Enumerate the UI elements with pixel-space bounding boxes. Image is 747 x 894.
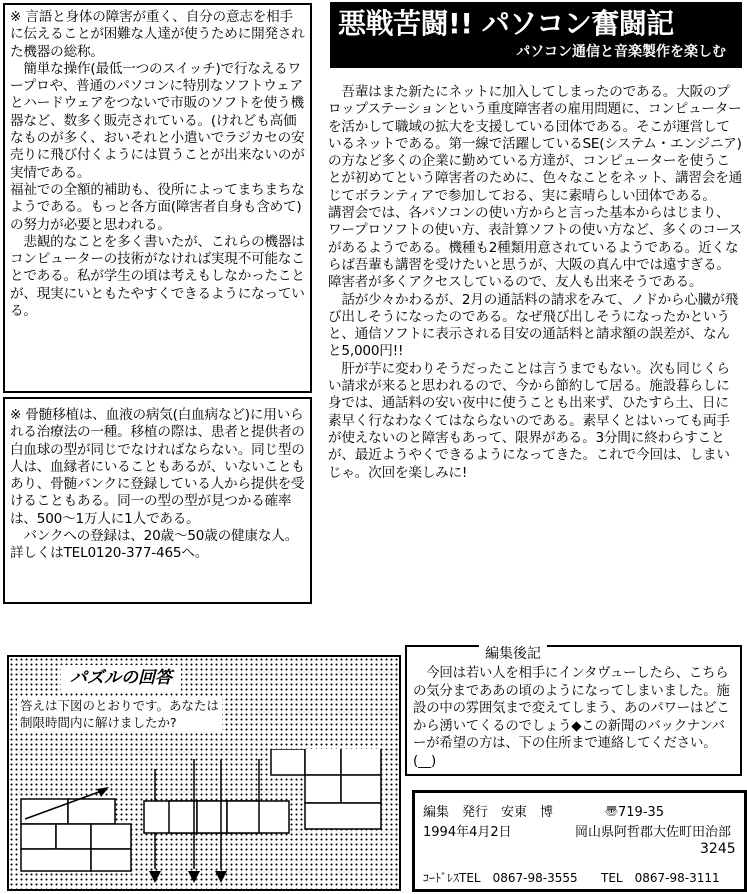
piece-mid-2: [169, 801, 197, 833]
colophon-tel: TEL 0867-98-3111: [601, 871, 720, 885]
article-subtitle: パソコン通信と音楽製作を楽しむ: [516, 44, 726, 60]
article-paragraph: 話が少々かわるが、2月の通話料の請求をみて、ノドから心臓が飛び出しそうになったのである。なぜ飛び出しそうになったかというと、通信ソフトに表示される目安の通話料と請求額の誤差が、なんと5,000円!!: [328, 291, 738, 360]
article-body: [328, 84, 742, 482]
piece-right-5: [341, 775, 381, 803]
glossary-paragraph: バンクへの登録は、20歳～50歳の健康な人。詳しくはTEL0120-377-465へ。: [10, 528, 299, 562]
piece-left-mid-3: [91, 824, 131, 849]
article-paragraph: 講習会では、各パソコンの使い方からと言った基本からはじまり、ワープロソフトの使い方、表計算ソフトの使い方など、多くのコースがあるようである。機種も2種類用意されているようである。近くならば吾輩も講習を受けたいと思うが、大阪の真ん中では遠すぎる。障害者が多くアクセスしているので、友人も出来そうである。: [328, 205, 742, 291]
down-arrow-2: [188, 871, 200, 883]
article-title-banner: [330, 2, 742, 68]
down-arrow-3: [215, 871, 227, 883]
puzzle-solution-diagram: [9, 749, 399, 889]
puzzle-answer-panel: [7, 655, 401, 891]
article-paragraph: 肝が芋に変わりそうだったことは言うまでもない。次も同じくらい請求が来ると思われるので、今から節約して居る。施設暮らしに身では、通話料の安い夜中に使うことも出来ず、ひたすら土、日に素早く行なわなくてはならないのである。素早くとはいっても両手が使えないのと障害もあって、限界がある。3分間に終わらすことが、最近ようやくできるようになってきた。これで今回は、しまいじゃ。次回を楽しみに!: [328, 360, 730, 481]
colophon-editor: 編集 発行 安東 博: [423, 805, 554, 820]
piece-mid-3: [197, 801, 227, 833]
postscript-heading: 編集後記: [479, 645, 547, 663]
glossary-box-bone-marrow: [3, 397, 312, 604]
colophon-address-number: 3245: [700, 841, 736, 857]
glossary-paragraph: 福祉での全額的補助も、役所によってまちまちなようである。もっと各方面(障害者自身も含めて)の努力が必要と思われる。: [10, 181, 305, 233]
piece-left-bot-1: [21, 849, 91, 871]
glossary-definition: ※ 骨髄移植は、血液の病気(白血病など)に用いられる治療法の一種。移植の際は、患者と提供者の白血球の型が同じでなければならない。同じ型の人は、血縁者にいることもあるが、いないこともあり、骨髄バンクに登録している人から提供を受けることもある。同一の型の型が見つかる確率は、500～1万人に1人である。: [10, 407, 305, 527]
postscript-body: 今回は若い人を相手にインタヴューしたら、こちらの気分までああの頃のようになってしまいました。施設の中の雰囲気まで変えてしまう、あのパワーはどこから湧いてくるのでしょう◆この新聞のバックナンバーが希望の方は、下の住所まで連絡してください。(__): [413, 666, 730, 769]
piece-right-1: [271, 749, 305, 775]
piece-right-3: [341, 749, 381, 775]
colophon: [412, 790, 747, 892]
colophon-date: 1994年4月2日: [423, 825, 512, 840]
article-title: 悪戦苦闘!! パソコン奮闘記: [338, 7, 674, 40]
piece-right-6: [305, 803, 381, 829]
piece-right-4: [305, 775, 341, 803]
glossary-definition: ※ 言語と身体の障害が重く、自分の意志を相手に伝えることが困難な人達が使うために開発された機器の総称。: [10, 9, 305, 60]
piece-right-2: [305, 749, 341, 775]
piece-left-bot-2: [91, 849, 131, 871]
move-arrow-head: [97, 787, 109, 797]
colophon-postal-code: 〠719-35: [605, 805, 665, 820]
glossary-paragraph: 悲観的なことを多く書いたが、これらの機器はコンピューターの技術がなければ実現不可能なことである。私が学生の頃は考えもしなかったことが、現実にいともたやすくできるようになっている。: [10, 233, 305, 320]
editors-postscript: [405, 645, 742, 776]
article-paragraph: 吾輩はまた新たにネットに加入してしまったのである。大阪のプロップステーションという重度障害者の雇用問題に、コンピューターを活かして職域の拡大を支援している団体である。そこが運営しているネットである。第一線で活躍しているSE(システム・エンジニア)の方など多くの企業に勤めている方達が、コンピューターを使うことが初めてという障害者のために、色々なことをネット、講習会を通じてボランティアで参加しておる、実に素晴らしい団体である。: [328, 84, 742, 204]
down-arrow-1: [149, 871, 161, 883]
puzzle-answer-text: 答えは下図のとおりです。あなたは 制限時間内に解けましたか?: [17, 697, 222, 731]
glossary-paragraph: 簡単な操作(最低一つのスイッチ)で行なえるワープロや、普通のパソコンに特別なソフトウェアとハードウェアをつないで市販のソフトを使う機器など、数多く販売されている。(けれども高価なものが多く、おいそれと小遣いでラジカセの安売りに飛び付くようには買うことが出来ないのが実情である。: [10, 60, 305, 181]
piece-mid-4: [227, 801, 259, 833]
colophon-address: 岡山県阿哲郡大佐町田治部: [575, 825, 732, 840]
piece-left-top-2: [68, 799, 115, 824]
piece-left-mid-1: [21, 824, 56, 849]
puzzle-title: パズルの回答: [61, 665, 181, 691]
piece-left-mid-2: [56, 824, 91, 849]
glossary-box-communication-aids: [3, 3, 312, 393]
colophon-cordless-tel: ｺｰﾄﾞﾚｽTEL 0867-98-3555: [423, 871, 578, 885]
